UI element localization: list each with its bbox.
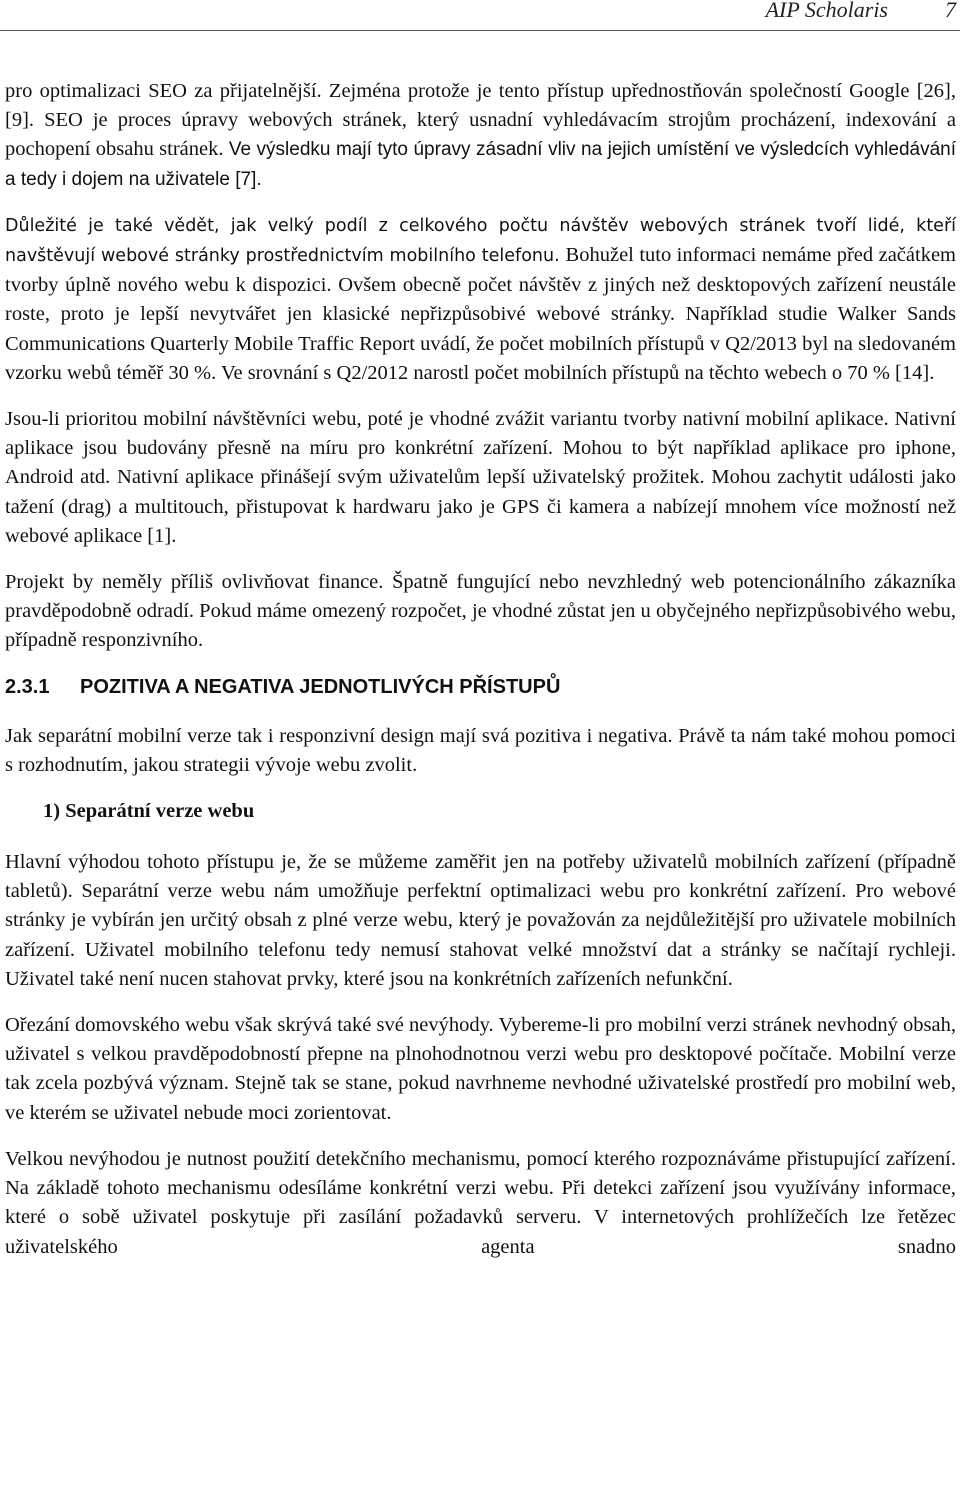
subsection-heading: 1) Separátní verze webu: [43, 800, 255, 823]
page-number: 7: [945, 0, 956, 22]
running-header-title: AIP Scholaris: [765, 0, 888, 22]
section-heading: [5, 673, 956, 701]
paragraph-separate-advantages: Hlavní výhodou tohoto přístupu je, že se můžeme zaměřit jen na potřeby uživatelů mobilních zařízení (případně tabletů). Separátní verze webu nám umožňuje perfektní optimalizaci webu pro konkrétní zařízení. Pro webové stránky je vybírán jen určitý obsah z plné verze webu, který je považován za nejdůležitější pro uživatele mobilních zařízení. Uživatel mobilního telefonu tedy nemusí stahovat velké množství dat a stránky se načítají rychleji. Uživatel také není nucen stahovat prvky, které jsou na konkrétních zařízeních nefunkční.: [5, 851, 956, 990]
section-number: 2.3.1: [5, 675, 50, 698]
paragraph-seo: [5, 77, 956, 194]
paragraph-native-apps: Jsou-li prioritou mobilní návštěvníci webu, poté je vhodné zvážit variantu tvorby nativní mobilní aplikace. Nativní aplikace jsou budovány přesně na míru pro konkrétní zařízení. Mohou to být například aplikace pro iphone, Android atd. Nativní aplikace přinášejí svým uživatelům lepší uživatelský prožitek. Mohou zachytit události jako tažení (drag) a multitouch, přistupovat k hardwaru jako je GPS či kamera a nabízejí mnohem více možností než webové aplikace [1].: [5, 408, 956, 547]
paragraph-mobile-share: [5, 211, 956, 388]
paragraph-separate-disadvantages: Ořezání domovského webu však skrývá také své nevýhody. Vybereme-li pro mobilní verzi stránek nevhodný obsah, uživatel s velkou pravděpodobností přepne na plnohodnotnou verzi webu pro desktopové počítače. Mobilní verze tak zcela pozbývá význam. Stejně tak se stane, pokud navrhneme nevhodné uživatelské prostředí pro mobilní web, ve kterém se uživatel nebude moci zorientovat.: [5, 1014, 956, 1124]
page-body: [5, 77, 956, 1279]
paragraph-pros-cons-intro: Jak separátní mobilní verze tak i responzivní design mají svá pozitiva i negativa. Právě ta nám také mohou pomoci s rozhodnutím, jakou strategii vývoje webu zvolit.: [5, 724, 956, 776]
paragraph-seo-part2: Ve výsledku mají tyto úpravy zásadní vliv na jejich umístění ve výsledcích vyhledávání a tedy i dojem na uživatele [7].: [5, 139, 956, 190]
running-header: [0, 0, 960, 31]
paragraph-mobile-share-part2: Bohužel tuto informaci nemáme před začátkem tvorby úplně nového webu k dispozici. Ovšem obecně počet návštěv z jiných než desktopových zařízení neustále roste, proto je lepší nevytvářet jen klasické nepřizpůsobivé webové stránky. Například studie Walker Sands Communications Quarterly Mobile Traffic Report uvádí, že počet mobilních přístupů v Q2/2013 byl na sledovaném vzorku webů téměř 30 %. Ve srovnání s Q2/2012 narostl počet mobilních přístupů na těchto webech o 70 % [14].: [5, 244, 956, 384]
paragraph-mobile-share-part1: Důležité je také vědět, jak velký podíl z celkového počtu návštěv webových stránek tvoří lidé, kteří navštěvují webové stránky prostřednictvím mobilního telefonu.: [5, 215, 956, 267]
paragraph-detection: Velkou nevýhodou je nutnost použití detekčního mechanismu, pomocí kterého rozpoznáváme přistupující zařízení. Na základě tohoto mechanismu odesíláme konkrétní verzi webu. Při detekci zařízení jsou využívány informace, které o sobě uživatel poskytuje při zasílání požadavků serveru. V internetových prohlížečích lze řetězec uživatelského agenta snadno: [5, 1147, 956, 1258]
paragraph-finance: Projekt by neměly příliš ovlivňovat finance. Špatně fungující nebo nevzhledný web potencionálního zákazníka pravděpodobně odradí. Pokud máme omezený rozpočet, je vhodné zůstat jen u obyčejného nepřizpůsobivého webu, případně responzivního.: [5, 571, 956, 652]
paragraph-seo-part1: pro optimalizaci SEO za přijatelnější. Zejména protože je tento přístup upřednostňován společností Google [26], [9]. SEO je proces úpravy webových stránek, který usnadní vyhledávacím strojům procházení, indexování a pochopení obsahu stránek.: [5, 80, 956, 161]
section-title: POZITIVA A NEGATIVA JEDNOTLIVÝCH PŘÍSTUPŮ: [80, 675, 561, 698]
